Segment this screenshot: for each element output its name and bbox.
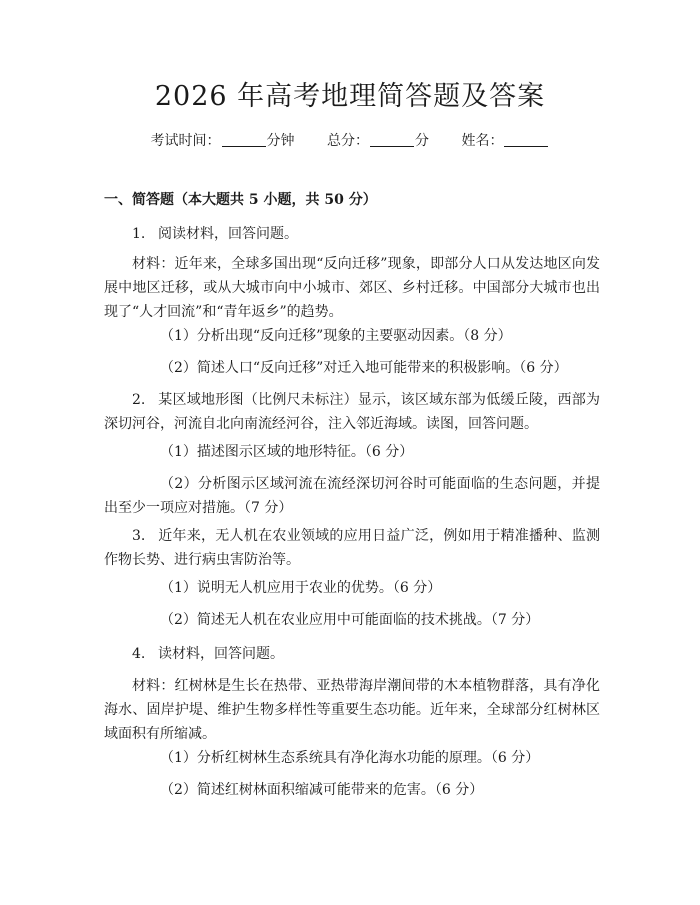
question-3-sub-2: （2）简述无人机在农业应用中可能面临的技术挑战。（7 分）: [160, 612, 540, 628]
question-3-number: 3.: [132, 528, 146, 544]
question-2-text: 某区域地形图（比例尺未标注）显示，该区域东部为低缓丘陵，西部为深切河谷，河流自北向南流经河谷，注入邻近海域。读图，回答问题。: [104, 392, 600, 432]
question-3-text: 近年来，无人机在农业领域的应用日益广泛，例如用于精准播种、监测作物长势、进行病虫害防治等。: [104, 528, 600, 568]
question-1-number: 1.: [132, 226, 146, 242]
question-1-stem: [104, 222, 600, 246]
question-4-text: 读材料，回答问题。: [158, 646, 284, 662]
exam-time-unit: 分钟: [266, 133, 295, 149]
question-2-sub-1: （1）描述图示区域的地形特征。（6 分）: [160, 444, 414, 460]
question-4-sub-1: （1）分析红树林生态系统具有净化海水功能的原理。（6 分）: [160, 750, 540, 766]
question-3-stem: [104, 524, 600, 572]
section-heading: 一、简答题（本大题共 5 小题，共 50 分）: [104, 192, 377, 208]
question-3-sub-1: （1）说明无人机应用于农业的优势。（6 分）: [160, 580, 442, 596]
exam-time-label: 考试时间：: [150, 133, 221, 149]
question-2-number: 2.: [132, 392, 146, 408]
name-label: 姓名：: [461, 133, 504, 149]
question-4-stem: [104, 642, 600, 666]
question-1-sub-2: （2）简述人口“反向迁移”对迁入地可能带来的积极影响。（6 分）: [160, 360, 568, 376]
page-title: 2026 年高考地理简答题及答案: [154, 81, 546, 112]
name-field: [461, 131, 549, 151]
total-score-label: 总分：: [327, 133, 369, 149]
question-1-material: 材料：近年来，全球多国出现“反向迁移”现象，即部分人口从发达地区向发展中地区迁移，或从大城市向中小城市、郊区、乡村迁移。中国部分大城市也出现了“人才回流”和“青年返乡”的趋势。: [104, 256, 600, 320]
question-4-number: 4.: [132, 646, 146, 662]
exam-time-field: [151, 131, 295, 151]
name-blank: [504, 132, 548, 147]
question-4-material: 材料：红树林是生长在热带、亚热带海岸潮间带的木本植物群落，具有净化海水、固岸护堤、维护生物多样性等重要生态功能。近年来，全球部分红树林区域面积有所缩减。: [104, 678, 600, 742]
question-4-sub-2: （2）简述红树林面积缩减可能带来的危害。（6 分）: [160, 782, 484, 798]
exam-time-blank: [222, 132, 266, 147]
question-2-stem: [104, 388, 600, 436]
question-1-text: 阅读材料，回答问题。: [158, 226, 298, 242]
total-score-blank: [370, 132, 414, 147]
question-2-sub-2: （2）分析图示区域河流在流经深切河谷时可能面临的生态问题，并提出至少一项应对措施。（7 分）: [104, 476, 600, 516]
question-1-sub-1: （1）分析出现“反向迁移”现象的主要驱动因素。（8 分）: [160, 328, 512, 344]
total-score-unit: 分: [415, 133, 429, 149]
exam-info-line: [0, 131, 700, 151]
total-score-field: [327, 131, 429, 151]
